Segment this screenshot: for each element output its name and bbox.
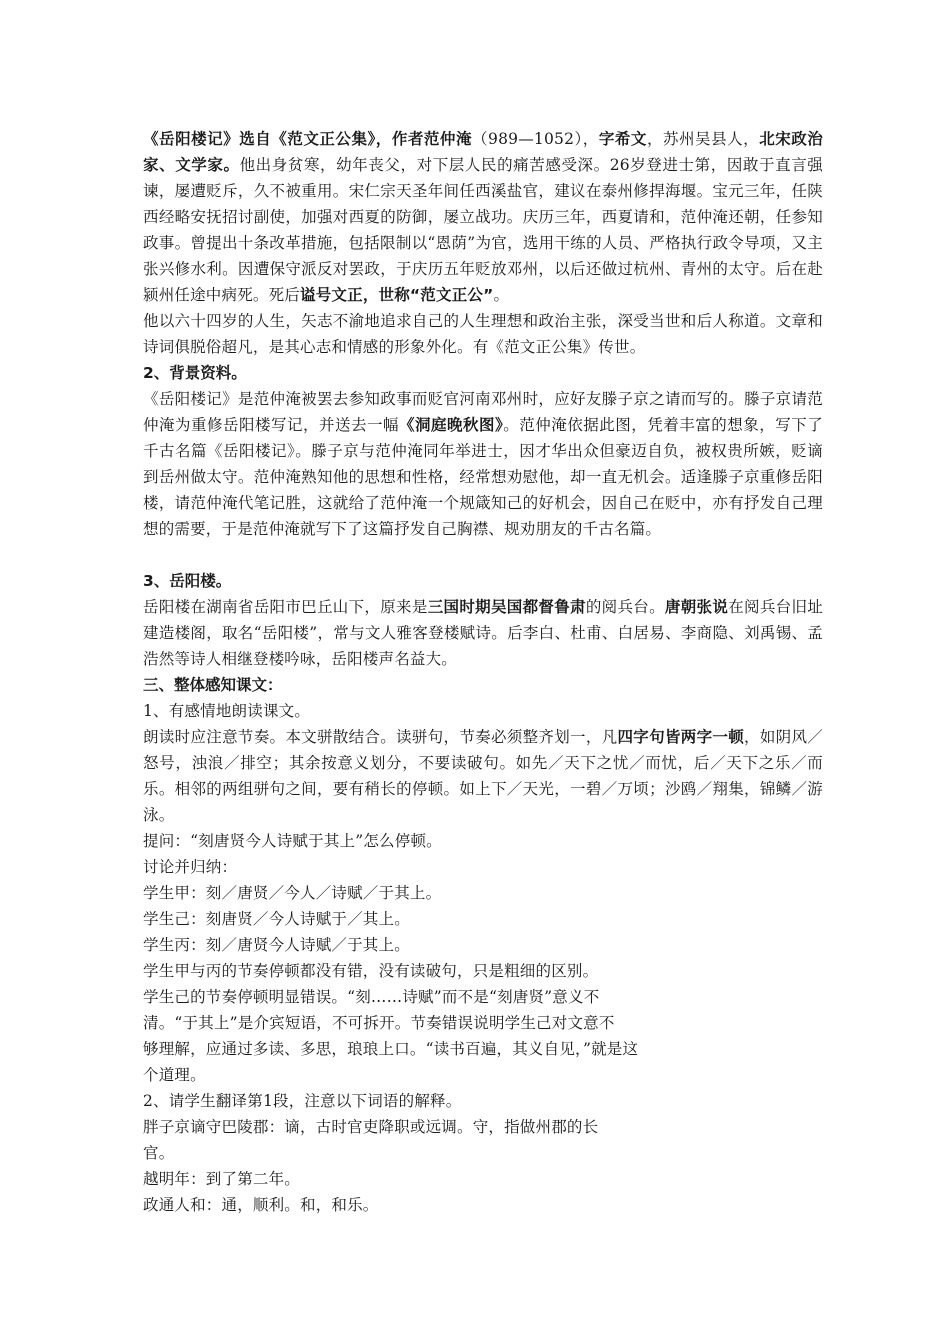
- translation-item-heading: 2、请学生翻译第1段，注意以下词语的解释。: [143, 1092, 462, 1110]
- bold-text: 三国时期吴国都督鲁肃: [427, 598, 586, 616]
- bold-text: 北宋政治家、文学家。: [143, 130, 823, 174]
- body-text: ，如阴风／怒号，浊浪／排空；其余按意义划分，不要读破句。如先／天下之忧／而忧，后／天下之乐／而乐。相邻的两组骈句之间，要有稍长的停顿。如上下／天光，一碧／万顷；沙鸥／翔集，锦鳞／游泳。: [143, 728, 823, 824]
- word-gloss-line: 官。: [143, 1144, 175, 1162]
- document-page: [143, 126, 823, 1218]
- word-gloss-line: 政通人和：通，顺利。和，和乐。: [143, 1196, 379, 1214]
- body-text: 朗读时应注意节奏。本文骈散结合。读骈句，节奏必须整齐划一，凡: [143, 728, 618, 746]
- discussion-line: 讨论并归纳：: [143, 858, 238, 876]
- bold-text: 四字句皆两字一顿: [617, 728, 745, 746]
- body-text: 《岳阳楼记》是范仲淹被罢去参知政事而贬官河南邓州时，应好友滕子京之请而写的。滕子京请范仲淹为重修岳阳楼写记，并送去一幅: [143, 390, 823, 434]
- body-text: ，苏州吴县人，: [646, 130, 760, 148]
- question-line: 提问：“刻唐贤今人诗赋于其上”怎么停顿。: [143, 832, 442, 850]
- body-text: 的阅兵台。: [585, 598, 665, 616]
- body-text: 他出身贫寒，幼年丧父，对下层人民的痛苦感受深。26岁登进士第，因敢于直言强谏，屡遭贬斥，久不被重用。宋仁宗天圣年间任西溪盐官，建议在泰州修捍海堰。宝元三年，任陕西经略安抚招讨副使，加强对西夏的防御，屡立战功。庆历三年，西夏请和，范仲淹还朝，任参知政事。曾提出十条改革措施，包括限制以“恩荫”为官，选用干练的人员、严格执行政令导项，又主张兴修水利。因遭保守派反对罢政，于庆历五年贬放邓州，以后还做过杭州、青州的太守。后在赴颍州任途中病死。死后: [143, 156, 823, 304]
- author-summary-paragraph: 他以六十四岁的人生，矢志不渝地追求自己的人生理想和政治主张，深受当世和后人称道。文章和诗词俱脱俗超凡，是其心志和情感的形象外化。有《范文正公集》传世。: [143, 312, 823, 356]
- student-answer-b: 学生己：刻唐贤／今人诗赋于／其上。: [143, 910, 410, 928]
- reading-rhythm-paragraph: [143, 724, 823, 828]
- bold-text: 唐朝张说: [664, 598, 729, 616]
- body-text: 。范仲淹依据此图，凭着丰富的想象，写下了千古名篇《岳阳楼记》。滕子京与范仲淹同年举进士，因才华出众但豪迈自负，被权贵所嫉，贬谪到岳州做太守。范仲淹熟知他的思想和性格，经常想劝慰他，却一直无机会。适逢滕子京重修岳阳楼，请范仲淹代笔记胜，这就给了范仲淹一个规箴知己的好机会，因自己在贬中，亦有抒发自己理想的需要，于是范仲淹就写下了这篇抒发自己胸襟、规劝朋友的千古名篇。: [143, 416, 823, 538]
- author-intro-paragraph: [143, 126, 823, 308]
- word-gloss-line: 越明年：到了第二年。: [143, 1170, 301, 1188]
- background-paragraph: [143, 386, 823, 542]
- reading-item-heading: 1、有感情地朗读课文。: [143, 702, 311, 720]
- conclusion-line: 学生甲与丙的节奏停顿都没有错，没有读破句，只是粗细的区别。: [143, 962, 599, 980]
- bold-text: 《洞庭晚秋图》: [399, 416, 504, 434]
- body-text: 在阅兵台旧址建造楼阁，取名“岳阳楼”，常与文人雅客登楼赋诗。后李白、杜甫、白居易、李商隐、刘禹锡、孟浩然等诗人相继登楼吟咏，岳阳楼声名益大。: [143, 598, 823, 668]
- part3-heading: 三、整体感知课文：: [143, 676, 283, 694]
- tower-heading: 3、岳阳楼。: [143, 572, 232, 590]
- blank-line: [143, 542, 823, 568]
- bold-text: 谥号文正，世称“范文正公”: [300, 286, 494, 304]
- background-heading: 2、背景资料。: [143, 364, 247, 382]
- body-text: 。: [493, 286, 510, 304]
- conclusion-line: 学生己的节奏停顿明显错误。“刻……诗赋”而不是“刻唐贤”意义不: [143, 988, 600, 1006]
- conclusion-line: 清。“于其上”是介宾短语，不可拆开。节奏错误说明学生己对文意不: [143, 1014, 615, 1032]
- body-text: 岳阳楼在湖南省岳阳市巴丘山下，原来是: [143, 598, 428, 616]
- author-years: （989—1052），: [472, 130, 599, 148]
- bold-text: 《岳阳楼记》选自《范文正公集》，作者范仲淹: [143, 130, 472, 148]
- word-gloss-line: 胖子京谪守巴陵郡：谪，古时官吏降职或远调。守，指做州郡的长: [143, 1118, 599, 1136]
- student-answer-c: 学生丙：刻／唐贤今人诗赋／于其上。: [143, 936, 410, 954]
- conclusion-line: 个道理。: [143, 1066, 206, 1084]
- student-answer-a: 学生甲：刻／唐贤／今人／诗赋／于其上。: [143, 884, 442, 902]
- bold-text: 字希文: [598, 130, 647, 148]
- conclusion-line: 够理解，应通过多读、多思，琅琅上口。“读书百遍，其义自见，”就是这: [143, 1040, 639, 1058]
- tower-paragraph: [143, 594, 823, 672]
